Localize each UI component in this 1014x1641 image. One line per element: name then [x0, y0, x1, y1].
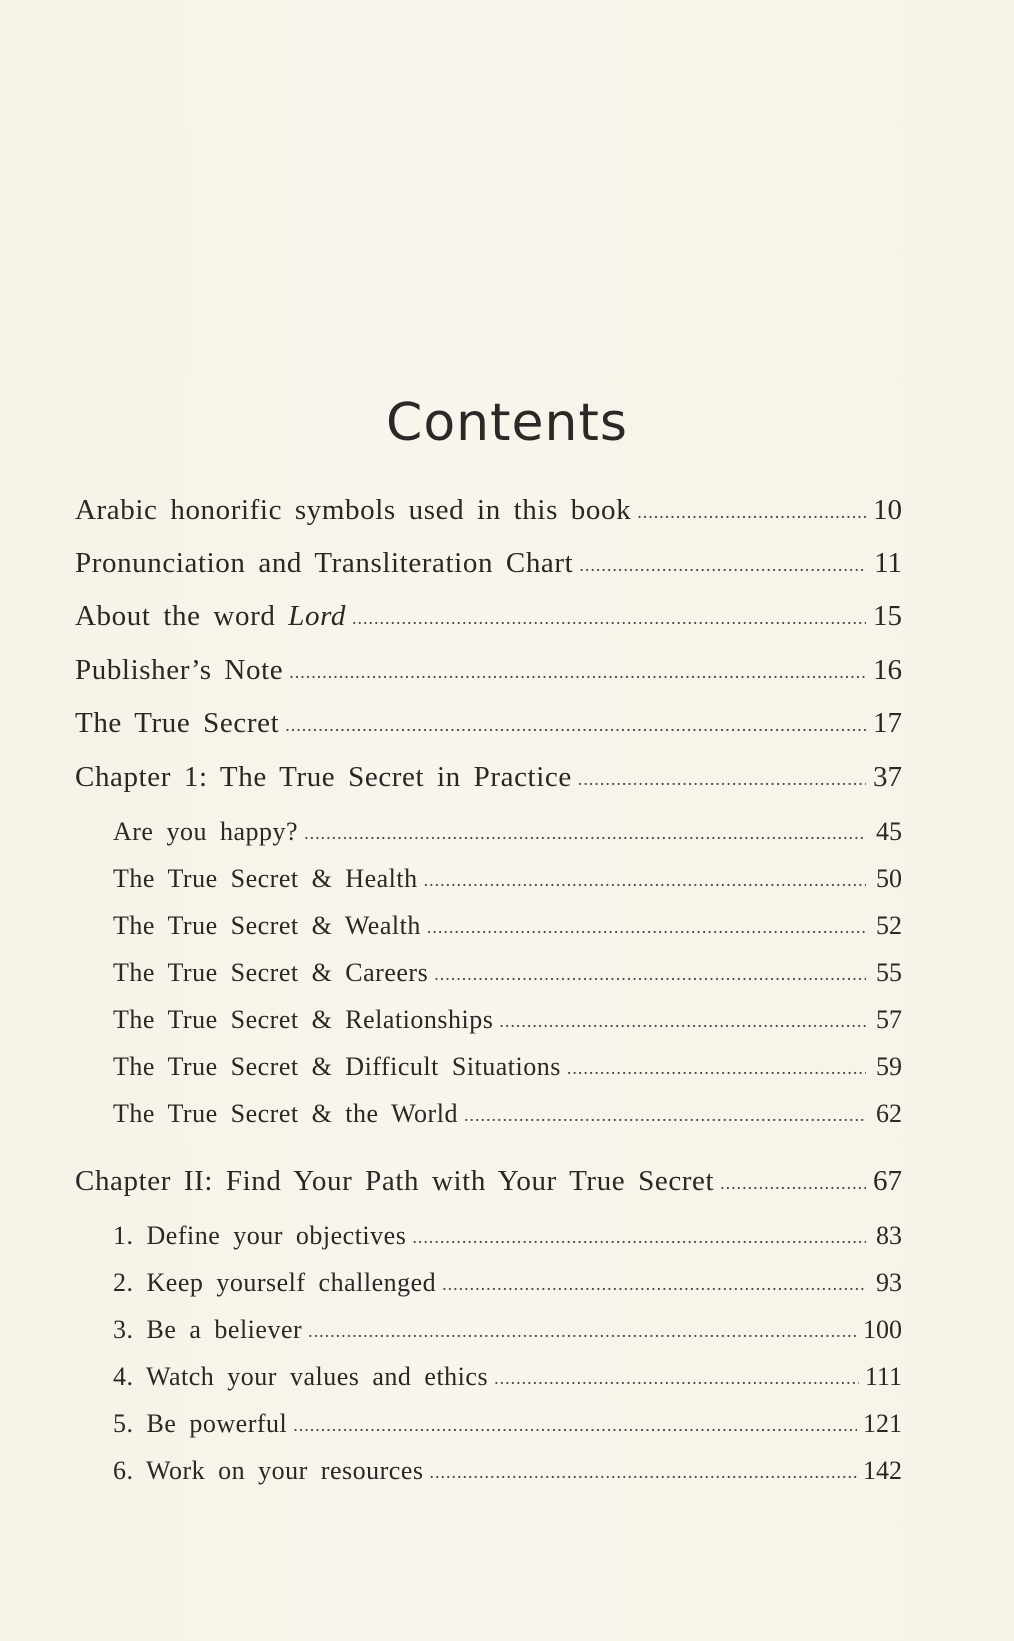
- toc-page-number: 142: [863, 1456, 902, 1485]
- toc-subentry: [113, 912, 902, 941]
- toc-page-number: 10: [873, 494, 902, 526]
- toc-page-number: 55: [876, 958, 902, 987]
- dot-leader: [578, 770, 866, 790]
- toc-page-number: 62: [876, 1099, 902, 1128]
- toc-entry-title: Chapter II: Find Your Path with Your True Secret: [75, 1165, 715, 1197]
- toc-page-number: 37: [873, 761, 902, 793]
- dot-leader: [637, 503, 866, 523]
- toc-page-number: 15: [873, 600, 902, 632]
- toc-entry-title: 2. Keep yourself challenged: [113, 1268, 437, 1297]
- dot-leader: [285, 716, 866, 736]
- toc-page-number: 111: [864, 1362, 902, 1391]
- toc-page-number: 16: [873, 654, 902, 686]
- toc-entry-title: 4. Watch your values and ethics: [113, 1362, 489, 1391]
- toc-entry: [75, 762, 902, 794]
- toc-entry-title: 3. Be a believer: [113, 1315, 303, 1344]
- toc-subentry: [113, 1053, 902, 1082]
- toc-entry-title: The True Secret & Wealth: [113, 911, 421, 940]
- toc-entry-title: Arabic honorific symbols used in this book: [75, 494, 632, 526]
- toc-subentry: [113, 959, 902, 988]
- toc-subentry: [113, 818, 902, 847]
- dot-leader: [308, 1322, 857, 1342]
- dot-leader: [442, 1275, 866, 1295]
- toc-entry: [75, 601, 902, 633]
- dot-leader: [494, 1369, 859, 1389]
- toc-entry-title: Chapter 1: The True Secret in Practice: [75, 761, 572, 793]
- toc-subentry: [113, 1222, 902, 1251]
- dot-leader: [427, 918, 866, 938]
- toc-subentry: [113, 1363, 902, 1392]
- dot-leader: [720, 1174, 866, 1194]
- toc-entry-title: Are you happy?: [113, 817, 299, 846]
- toc-entry-title: The True Secret & Health: [113, 864, 418, 893]
- toc-entry: [75, 548, 902, 580]
- toc-page-number: 100: [863, 1315, 902, 1344]
- dot-leader: [434, 965, 866, 985]
- toc-subentry: [113, 1269, 902, 1298]
- toc-entry-title: The True Secret: [75, 707, 280, 739]
- page-title: Contents: [386, 392, 628, 453]
- toc-page-number: 83: [876, 1221, 902, 1250]
- dot-leader: [499, 1012, 866, 1032]
- toc-entry: [75, 655, 902, 687]
- toc-entry-title: Pronunciation and Transliteration Chart: [75, 547, 574, 579]
- dot-leader: [464, 1106, 866, 1126]
- dot-leader: [412, 1228, 866, 1248]
- toc-page-number: 67: [873, 1165, 902, 1197]
- toc-subentry: [113, 1457, 902, 1486]
- toc-entry: [75, 708, 902, 740]
- toc-page-number: 45: [876, 817, 902, 846]
- dot-leader: [352, 609, 866, 629]
- toc-entry: [75, 495, 902, 527]
- toc-page-number: 93: [876, 1268, 902, 1297]
- dot-leader: [429, 1463, 857, 1483]
- toc-entry-title: The True Secret & Careers: [113, 958, 429, 987]
- toc-entry-title: 1. Define your objectives: [113, 1221, 407, 1250]
- toc-entry-title: 5. Be powerful: [113, 1409, 288, 1438]
- dot-leader: [579, 556, 866, 576]
- toc-page-number: 17: [873, 707, 902, 739]
- toc-subentry: [113, 1100, 902, 1129]
- dot-leader: [293, 1416, 857, 1436]
- toc-entry-title: The True Secret & Relationships: [113, 1005, 494, 1034]
- toc-subentry: [113, 1316, 902, 1345]
- toc-page-number: 121: [863, 1409, 902, 1438]
- toc-subentry: [113, 865, 902, 894]
- toc-entry: [75, 1166, 902, 1198]
- dot-leader: [424, 871, 866, 891]
- dot-leader: [304, 824, 866, 844]
- toc-entry-title: 6. Work on your resources: [113, 1456, 424, 1485]
- toc-entry-title: The True Secret & the World: [113, 1099, 458, 1128]
- dot-leader: [289, 663, 866, 683]
- toc-subentry: [113, 1006, 902, 1035]
- toc-subentry: [113, 1410, 902, 1439]
- toc-page-number: 50: [876, 864, 902, 893]
- toc-entry-title: About the word Lord: [75, 600, 347, 632]
- toc-page-number: 52: [876, 911, 902, 940]
- toc-page-number: 11: [874, 547, 902, 579]
- toc-entry-title: Publisher’s Note: [75, 654, 284, 686]
- toc-entry-title: The True Secret & Difficult Situations: [113, 1052, 561, 1081]
- toc-page-number: 57: [876, 1005, 902, 1034]
- dot-leader: [567, 1059, 866, 1079]
- toc-page-number: 59: [876, 1052, 902, 1081]
